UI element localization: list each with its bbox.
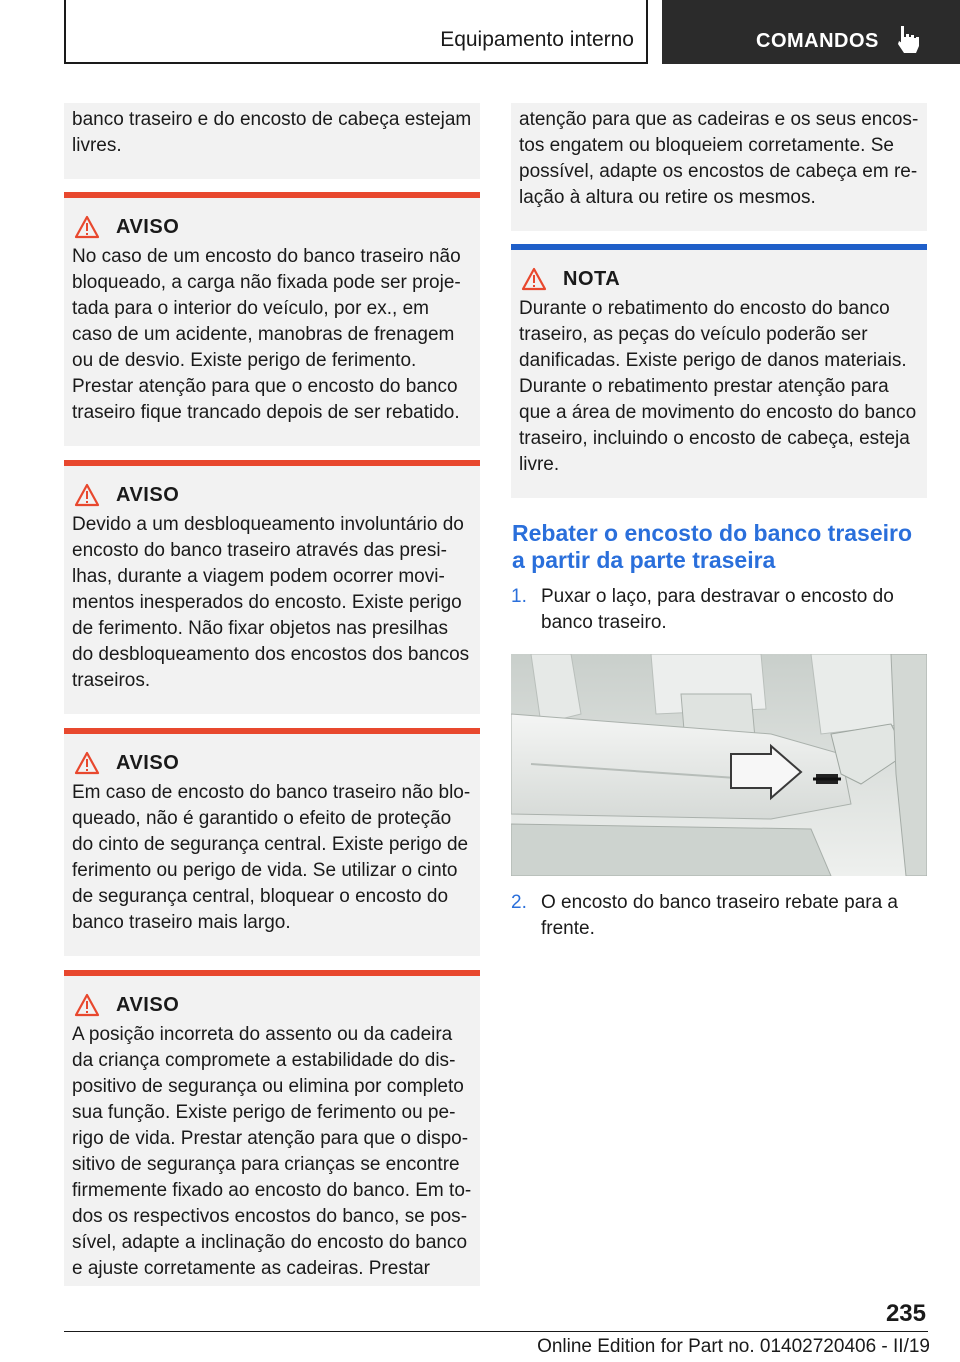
warning-title: AVISO	[116, 484, 180, 506]
note-text: Durante o rebatimento do encosto do banco traseiro, as peças do veículo poderão ser danificadas. Existe perigo de danos materiais. Durante o rebatimento prestar atenção para que a área de movimento do encosto do banco traseiro, incluindo o encosto de cabeça, esteja livre.	[519, 298, 917, 475]
rear-seat-illustration	[511, 654, 927, 876]
section-tab	[64, 0, 648, 64]
section-heading: Rebater o encosto do banco traseiro a partir da parte traseira	[512, 520, 913, 573]
right-column	[511, 103, 927, 942]
warning-title: AVISO	[116, 216, 180, 238]
footer-divider	[64, 1331, 928, 1332]
step-number: 1.	[511, 586, 527, 607]
page-number: 235	[885, 1300, 926, 1327]
warning-text: No caso de um encosto do banco traseiro não bloqueado, a carga não fixada pode ser projetada para o interior do veículo, por ex., em caso de um acidente, manobras de frenagem ou de desvio. Existe perigo de ferimento. Prestar atenção para que o encosto do banco traseiro fique trancado depois de ser rebatido.	[72, 246, 461, 423]
continued-text: banco traseiro e do encosto de cabeça estejam livres.	[64, 103, 480, 179]
step-number: 2.	[511, 892, 527, 913]
warning-box	[64, 970, 480, 1286]
warning-triangle-icon	[74, 483, 100, 507]
warning-triangle-icon	[74, 751, 100, 775]
warning-triangle-icon	[74, 993, 100, 1017]
rear-seat-photo	[511, 654, 927, 876]
left-column	[64, 103, 480, 1286]
note-title: NOTA	[563, 268, 621, 290]
step-text: Puxar o laço, para destravar o encosto do banco traseiro.	[541, 586, 894, 633]
page-header	[0, 0, 960, 66]
section-title: Equipamento interno	[440, 28, 634, 51]
warning-box	[64, 192, 480, 446]
step-text: O encosto do banco traseiro rebate para a frente.	[541, 892, 899, 939]
warning-text: Em caso de encosto do banco traseiro não bloqueado, não é garantido o efeito de proteção do cinto de segurança central. Existe perigo de ferimento ou perigo de vida. Se utilizar o cinto de segurança central, bloquear o encosto do banco traseiro mais largo.	[72, 782, 471, 933]
step-item	[511, 890, 927, 942]
note-box	[511, 244, 927, 498]
warning-box	[64, 460, 480, 714]
warning-triangle-icon	[521, 267, 547, 291]
chapter-tab	[662, 0, 960, 64]
continued-text: atenção para que as cadeiras e os seus encostos engatem ou bloqueiem corretamente. Se possível, adapte os encostos de cabeça em relação à altura ou retire os mesmos.	[511, 103, 927, 231]
warning-text: Devido a um desbloqueamento involuntário do encosto do banco traseiro através das presilhas, durante a viagem podem ocorrer movimentos inesperados do encosto. Existe perigo de ferimento. Não fixar objetos nas presilhas do desbloqueamento dos encostos dos bancos traseiros.	[72, 514, 470, 691]
chapter-title: COMANDOS	[756, 30, 879, 52]
warning-title: AVISO	[116, 752, 180, 774]
step-item	[511, 584, 927, 636]
pointing-hand-icon	[894, 24, 920, 54]
warning-box	[64, 728, 480, 956]
warning-triangle-icon	[74, 215, 100, 239]
warning-text: A posição incorreta do assento ou da cadeira da criança compromete a estabilidade do dispositivo de segurança ou elimina por completo sua função. Existe perigo de ferimento ou perigo de vida. Prestar atenção para que o dispositivo de segurança para crianças se encontre firmemente fixado ao encosto do banco. Em todos os respectivos encostos do banco, se possível, adapte a inclinação do encosto do banco e ajuste corretamente as cadeiras. Prestar	[72, 1024, 472, 1279]
edition-text: Online Edition for Part no. 01402720406 - II/19	[537, 1336, 930, 1357]
warning-title: AVISO	[116, 994, 180, 1016]
